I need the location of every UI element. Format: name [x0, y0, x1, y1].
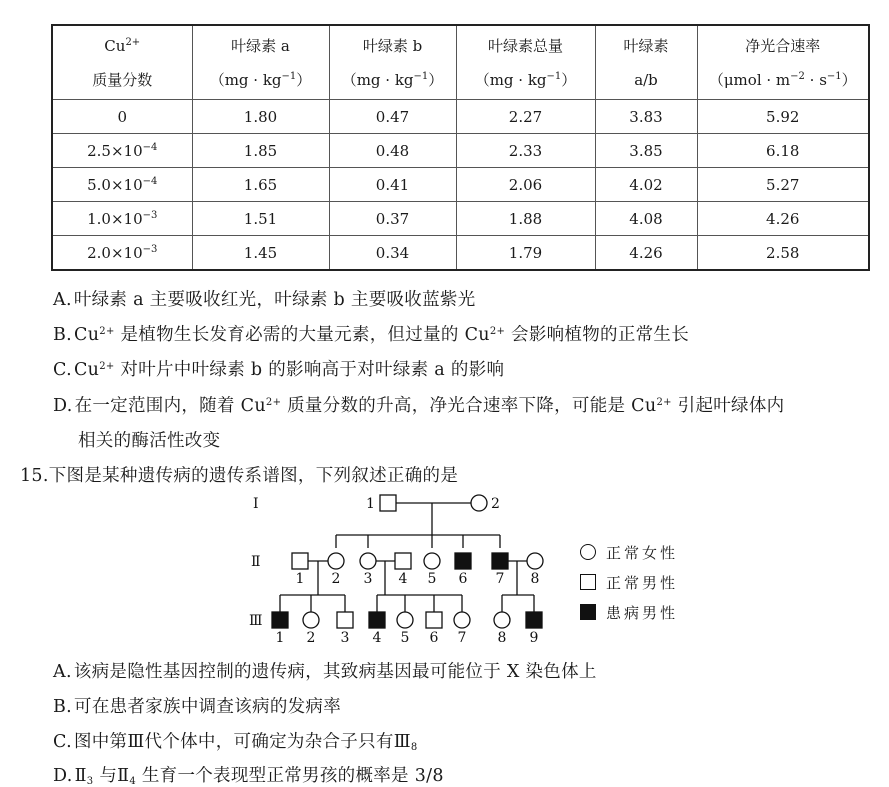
cell-chl-b: 0.48 [329, 134, 456, 168]
legend-affected-male: 患病男性 [580, 597, 678, 627]
cell-net-rate: 5.92 [697, 100, 869, 134]
gen2-label: 6 [458, 571, 468, 587]
cell-chl-total: 1.88 [456, 202, 595, 236]
gen2-female-3 [360, 553, 376, 569]
gen1-female-2 [471, 495, 487, 511]
gen3-label: 4 [372, 630, 382, 646]
gen2-female-5 [424, 553, 440, 569]
cell-net-rate: 6.18 [697, 134, 869, 168]
generation-label-2: Ⅱ [251, 554, 261, 570]
gen3-female-2 [303, 612, 319, 628]
cell-net-rate: 2.58 [697, 236, 869, 271]
q14-option-a: A. 叶绿素 a 主要吸收红光，叶绿素 b 主要吸收蓝紫光 [53, 290, 476, 310]
cell-chl-b: 0.37 [329, 202, 456, 236]
gen3-affected-male-9 [526, 612, 542, 628]
gen2-label: 2 [331, 571, 341, 587]
filled-square-icon [580, 604, 596, 620]
cell-concentration: $1.0\times 10^{-3}$ [52, 202, 192, 236]
cell-chl-a: 1.65 [192, 168, 329, 202]
cell-concentration: $2.0\times 10^{-3}$ [52, 236, 192, 271]
cell-net-rate: 5.27 [697, 168, 869, 202]
q14-option-b: B. $Cu^{2+}$ 是植物生长发育必需的大量元素，但过量的 $Cu^{2+}$ 会影响植物的正常生长 [53, 325, 690, 345]
header-chlorophyll-b: 叶绿素 b $(mg \cdot kg^{-1})$ [329, 25, 456, 100]
cell-chl-total: 2.06 [456, 168, 595, 202]
gen1-male-1 [380, 495, 396, 511]
gen2-male-1 [292, 553, 308, 569]
cell-concentration: 0 [52, 100, 192, 134]
cell-chl-ratio: 4.26 [595, 236, 697, 271]
gen3-label: 7 [457, 630, 467, 646]
gen2-affected-male-6 [455, 553, 471, 569]
q14-option-d: D. 在一定范围内，随着 $Cu^{2+}$ 质量分数的升高，净光合速率下降，可能是 $Cu^{2+}$ 引起叶绿体内 [53, 396, 785, 416]
header-chlorophyll-a: 叶绿素 a $(mg \cdot kg^{-1})$ [192, 25, 329, 100]
header-cu-concentration: $Cu^{2+}$ 质量分数 [52, 25, 192, 100]
gen3-label: 2 [306, 630, 316, 646]
legend-normal-male: 正常男性 [580, 567, 678, 597]
gen2-label: 8 [530, 571, 540, 587]
cell-chl-a: 1.45 [192, 236, 329, 271]
gen1-label: 1 [366, 496, 375, 512]
cell-concentration: $2.5\times 10^{-4}$ [52, 134, 192, 168]
gen3-label: 1 [275, 630, 285, 646]
gen2-label: 3 [363, 571, 373, 587]
q14-option-c: C. $Cu^{2+}$ 对叶片中叶绿素 b 的影响高于对叶绿素 a 的影响 [53, 360, 505, 380]
cell-chl-a: 1.80 [192, 100, 329, 134]
cell-chl-b: 0.34 [329, 236, 456, 271]
header-chlorophyll-ratio: 叶绿素 a/b [595, 25, 697, 100]
cell-net-rate: 4.26 [697, 202, 869, 236]
gen3-male-3 [337, 612, 353, 628]
gen3-label: 9 [529, 630, 539, 646]
gen2-label: 5 [427, 571, 437, 587]
q15-option-a: A. 该病是隐性基因控制的遗传病，其致病基因最可能位于 X 染色体上 [53, 662, 597, 682]
cell-chl-total: 2.27 [456, 100, 595, 134]
gen3-female-5 [397, 612, 413, 628]
gen3-affected-male-1 [272, 612, 288, 628]
q15-option-c: C. 图中第Ⅲ代个体中，可确定为杂合子只有$Ⅲ_8$ [53, 732, 418, 753]
gen2-label: 1 [295, 571, 305, 587]
header-chlorophyll-total: 叶绿素总量 $(mg \cdot kg^{-1})$ [456, 25, 595, 100]
cell-chl-total: 1.79 [456, 236, 595, 271]
gen3-label: 3 [340, 630, 350, 646]
gen2-affected-male-7 [492, 553, 508, 569]
q15-option-d: D. $Ⅱ_3$ 与$Ⅱ_4$ 生育一个表现型正常男孩的概率是 3/8 [53, 766, 444, 787]
generation-label-1: Ⅰ [253, 496, 259, 512]
cell-chl-a: 1.85 [192, 134, 329, 168]
gen3-affected-male-4 [369, 612, 385, 628]
cell-chl-ratio: 3.85 [595, 134, 697, 168]
gen1-label: 2 [491, 496, 500, 512]
gen3-female-8 [494, 612, 510, 628]
cell-concentration: $5.0\times 10^{-4}$ [52, 168, 192, 202]
header-net-photosynthesis-rate: 净光合速率 $(\mu mol \cdot m^{-2} \cdot s^{-1})$ [697, 25, 869, 100]
cell-chl-b: 0.41 [329, 168, 456, 202]
q15-stem: 15.下图是某种遗传病的遗传系谱图，下列叙述正确的是 [20, 466, 459, 486]
gen3-label: 5 [400, 630, 410, 646]
gen2-label: 7 [495, 571, 505, 587]
circle-icon [580, 544, 596, 560]
cell-chl-ratio: 4.08 [595, 202, 697, 236]
gen2-male-4 [395, 553, 411, 569]
cell-chl-total: 2.33 [456, 134, 595, 168]
q15-option-b: B. 可在患者家族中调查该病的发病率 [53, 697, 342, 717]
gen3-male-6 [426, 612, 442, 628]
gen2-female-8 [527, 553, 543, 569]
cell-chl-a: 1.51 [192, 202, 329, 236]
gen3-label: 8 [497, 630, 507, 646]
square-icon [580, 574, 596, 590]
generation-label-3: Ⅲ [249, 613, 263, 629]
gen2-female-2 [328, 553, 344, 569]
gen2-label: 4 [398, 571, 408, 587]
gen3-label: 6 [429, 630, 439, 646]
cell-chl-b: 0.47 [329, 100, 456, 134]
q14-option-d-continuation: 相关的酶活性改变 [78, 431, 221, 451]
pedigree-legend [580, 537, 678, 627]
legend-normal-female: 正常女性 [580, 537, 678, 567]
gen3-female-7 [454, 612, 470, 628]
cell-chl-ratio: 4.02 [595, 168, 697, 202]
cell-chl-ratio: 3.83 [595, 100, 697, 134]
